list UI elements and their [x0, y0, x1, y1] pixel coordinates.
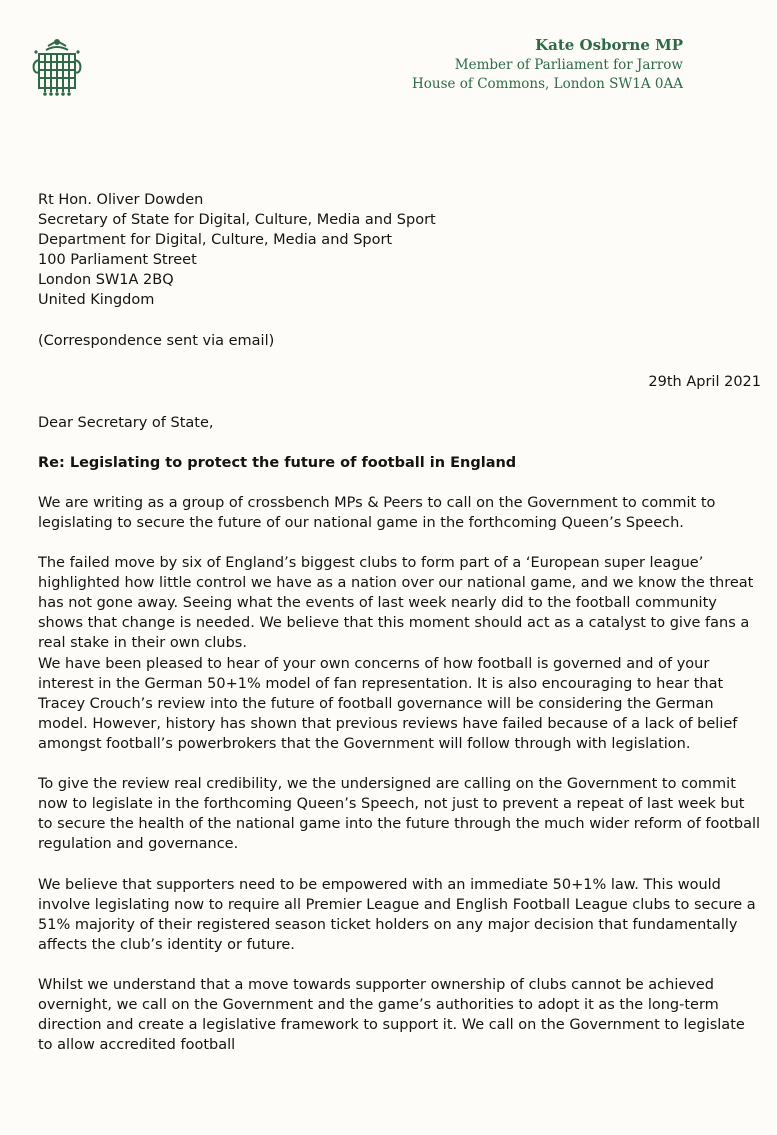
paragraph: We are writing as a group of crossbench MPs & Peers to call on the Government to commit to legislating to secure the future of our national game in the forthcoming Queen’s Speech. — [38, 495, 716, 531]
recipient-line: London SW1A 2BQ — [38, 272, 174, 288]
paragraph: We have been pleased to hear of your own concerns of how football is governed and of your interest in the German 50+1% model of fan representation. It is also encouraging to hear that Tracey Crouch’s review into the future of football governance will be considering the German model. However, history has shown that previous reviews have failed because of a lack of belief amongst football’s powerbrokers that the Government will follow through with legislation. — [38, 656, 738, 752]
paragraph: We believe that supporters need to be empowered with an immediate 50+1% law. This would involve legislating now to require all Premier League and English Football League clubs to secure a 51% majority of their registered season ticket holders on any major decision that fundamentally affects the club’s identity or future. — [38, 877, 756, 953]
salutation: Dear Secretary of State, — [38, 415, 214, 431]
recipient-address — [38, 190, 761, 310]
recipient-line: Department for Digital, Culture, Media and Sport — [38, 232, 393, 248]
paragraph: Whilst we understand that a move towards supporter ownership of clubs cannot be achieved overnight, we call on the Government and the game’s authorities to adopt it as the long-term direction and create a legislative framework to support it. We call on the Government to legislate to allow accredited football — [38, 977, 745, 1053]
subject-line: Re: Legislating to protect the future of football in England — [38, 455, 517, 471]
correspondence-note: (Correspondence sent via email) — [38, 333, 275, 349]
mp-address: House of Commons, London SW1A 0AA — [412, 76, 683, 92]
paragraph: The failed move by six of England’s biggest clubs to form part of a ‘European super league’ highlighted how little control we have as a nation over our national game, and we know the threat has not gone away. Seeing what the events of last week nearly did to the football community shows that change is needed. We believe that this moment should act as a catalyst to give fans a real stake in their own clubs. — [38, 555, 754, 651]
mp-constituency: Member of Parliament for Jarrow — [454, 57, 683, 73]
portcullis-crest-icon — [28, 38, 86, 98]
recipient-line: United Kingdom — [38, 292, 155, 308]
paragraph: To give the review real credibility, we the undersigned are calling on the Government to commit now to legislate in the forthcoming Queen’s Speech, not just to prevent a repeat of last week but to secure the health of the national game into the future through the much wider reform of football regulation and governance. — [38, 776, 761, 852]
letter-date: 29th April 2021 — [648, 374, 761, 390]
letterhead — [412, 34, 683, 94]
recipient-line: Secretary of State for Digital, Culture, Media and Sport — [38, 212, 436, 228]
recipient-line: Rt Hon. Oliver Dowden — [38, 192, 204, 208]
mp-name: Kate Osborne MP — [535, 36, 683, 54]
recipient-line: 100 Parliament Street — [38, 252, 197, 268]
